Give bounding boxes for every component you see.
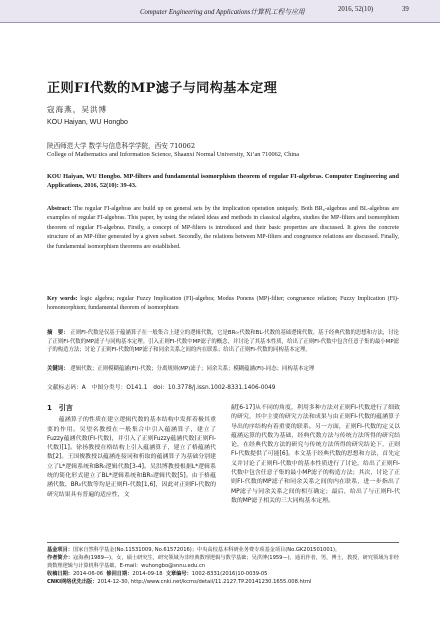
affiliation-chinese: 陕西师范大学 数学与信息科学学院，西安 710062 [47, 142, 196, 150]
abstract-label: Abstract: [47, 206, 72, 212]
body-column-right [231, 404, 400, 506]
authors-chinese: 寇海燕，吴洪博 [47, 105, 108, 114]
abstract-english [47, 205, 399, 252]
keywords-english [47, 295, 399, 314]
body-column-left [47, 404, 216, 500]
author-text: 寇海燕(1989—)，女，硕士研究生，研究领域为非经典数理逻辑与数学基础；吴洪博(1959—)，通讯作者，男，博士，教授，研究领域为非经典数理逻辑与计算机科学基础。E-mail：wuhongbo@snnu.edu.cn [47, 555, 399, 570]
paper-title: 正则FI代数的MP滤子与同构基本定理 [47, 81, 278, 96]
article-no-label: 文章编号： [165, 571, 192, 578]
body-paragraph-right: 献[6-17]从不同的角度，利用多种方法对正则FI-代数进行了细致的研究，其中主要的研究方法和成果与由正则FI-代数的蕴涵算子导出的序结构有着重要的联系。另一方面，正则FI-代数的定义以蕴涵运算的代数为基础，经典代数方法与传统方法所得的研究结论，在经典代数方法的研究与传统方法所得的研究结论下，正则FI-代数提供了可能[6]。本文基于经典代数的思想和方法，首先定义并讨论了正则FI-代数中的基本性质进行了讨论，给出了正则FI-代数中包含任意子集的最小MP滤子的构造方法；其次，讨论了正则FI-代数的MP滤子和同余关系之间的内在联系，进一步指出了MP滤子与同余关系之间的相互确定；最后，给出了与正则FI-代数的MP滤子相关的三大同构基本定理。 [231, 405, 400, 504]
abstract-chinese [47, 329, 399, 355]
received-label: 收稿日期： [47, 571, 73, 578]
keywords-cn-label: 关键词： [47, 366, 69, 372]
abstract-cn-label: 摘 要： [47, 330, 69, 336]
fund-text: 国家自然科学基金(No.11531009, No.61572016)；中央高校基本科研业务费专项基金项目(No.GK201501001)。 [72, 547, 341, 553]
header-rule [0, 22, 440, 23]
abstract-text: The regular FI-algebras are build up on general sets by the implication operation uniquely. Both BR₀-algebras and BL-algebras are examples of regular FI-algebras. This paper, by using the related ideas and methods in classical algebra, studies the MP-filters and isomorphism theorem of regular FI-algebras. Firstly, a concept of MP-filters is introduced and their basic properties are discussed. It gives the concrete structure of an MP-filter generated by a given subset. Secondly, the relations between MP-filters and congruence relations are discussed. Finally, the fundamental isomorphism theorems are established. [47, 206, 399, 250]
received-date: 2014-06-06 [72, 571, 104, 578]
cnki-label: CNKI网络优先出版： [47, 579, 98, 586]
running-header [0, 0, 440, 24]
revised-date: 2014-09-18 [132, 571, 163, 578]
cnki-note [47, 578, 399, 586]
cnki-link[interactable]: 2014-12-30, http://www.cnki.net/kcms/detail/11.2127.TP.20141230.1655.008.html [97, 579, 312, 586]
page-number: 39 [402, 6, 409, 13]
footnote-rule [47, 542, 399, 543]
keywords-label: Key words: [47, 296, 78, 302]
article-no: 1002-8331(2016)10-0039-05 [191, 571, 268, 578]
classification-line: 文献标志码：A 中图分类号：O141.1 doi：10.3778/j.issn.1002-8331.1406-0049 [47, 385, 276, 391]
body-paragraph-left: 蕴涵算子的性质在建立逻辑代数的基本结构中发挥着极其重要的作用。吴望名教授在一般集合中引入蕴涵算子，建立了Fuzzy蕴涵代数(FI-代数)，并引入了正则Fuzzy蕴涵代数(正则FI-代数)[1]。徐扬教授在格结构上引入蕴涵算子，建立了格蕴涵代数[2]。王国俊教授以蕴涵连接词和析取的蕴涵算子为基础分别建立了L*逻辑系统和BR₀逻辑代数[3-4]。吴洪博教授根据L*逻辑系统的简化形式建立了BL*逻辑系统和BR₀逻辑代数[5]。由于格蕴涵代数、BR₀代数等均是正则FI-代数[1,6]，因此对正则FI-代数的研究结果具有普遍的适应性，文 [47, 417, 216, 498]
author-label: 作者简介： [47, 555, 74, 562]
section-heading: 1 引言 [47, 404, 73, 412]
dates-note [47, 570, 399, 578]
abstract-cn-text: 正则FI-代数是仅基于蕴涵算子在一般集合上建立的逻辑代数，它是BR₀-代数和BL-代数的基础逻辑代数。基于经典代数的思想和方法，讨论了正则FI-代数的MP滤子与同构基本定理。引入正则FI-代数中MP滤子的概念，并讨论了其基本性质，给出了正则FI-代数中包含任意子集的最小MP滤子的构造方法；讨论了正则FI-代数的MP滤子和同余关系之间的内在联系；给出了正则FI-代数的同构基本定理。 [47, 330, 399, 354]
footnotes [47, 546, 399, 586]
fund-label: 基金项目： [47, 547, 73, 553]
citation-block: KOU Haiyan, WU Hongbo. MP-filters and fundamental isomorphism theorem of regular FI-algebras. Computer Engineering and Applications, 2016, 52(10): 39-43. [47, 173, 399, 189]
author-note [47, 554, 399, 570]
affiliation-english: College of Mathematics and Information Science, Shaanxi Normal University, Xi’an 710062, China [47, 151, 300, 158]
keywords-text: logic algebra; regular Fuzzy Implication (FI)-algebra; Modus Ponens (MP)-filter; congruence relation; Fuzzy Implication (FI)-homomorphism; fundamental theorem of isomorphism [47, 296, 400, 312]
revised-label: 修回日期： [106, 571, 133, 578]
issue-info: 2016, 52(10) [338, 6, 374, 13]
journal-name: Computer Engineering and Applications计算机工程与应用 [140, 9, 305, 16]
fund-note [47, 546, 399, 554]
keywords-chinese [47, 365, 399, 374]
keywords-cn-text: 逻辑代数；正则模糊蕴涵(FI)-代数；分离规则(MP)滤子；同余关系；模糊蕴涵(FI)-同态；同构基本定理 [70, 366, 315, 372]
authors-english: KOU Haiyan, WU Hongbo [47, 119, 128, 126]
